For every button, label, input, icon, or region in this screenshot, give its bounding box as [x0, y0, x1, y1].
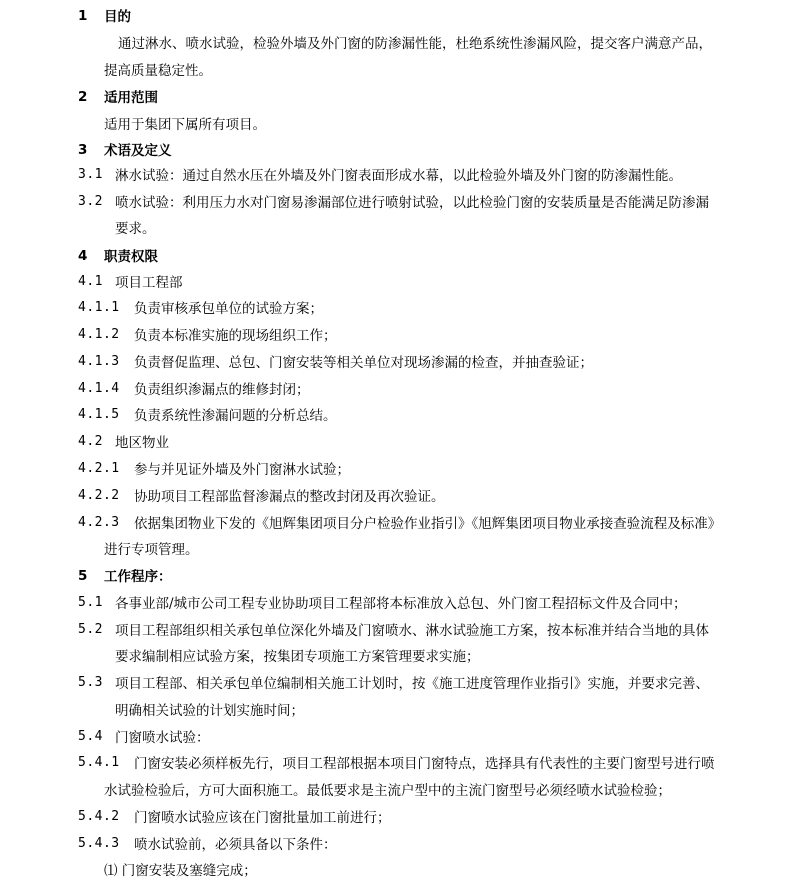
item-number: 3.1 [78, 167, 103, 182]
item-number: 5.2 [78, 622, 103, 637]
section-title: 目的 [104, 9, 131, 25]
item-number: 5.3 [78, 675, 103, 690]
item-text: 依据集团物业下发的《旭辉集团项目分户检验作业指引》《旭辉集团项目物业承接查验流程及标准》 [134, 516, 722, 532]
item-number: 5.4.3 [78, 836, 120, 851]
section-number: 4 [78, 248, 88, 264]
item-text-continued: 进行专项管理。 [104, 542, 199, 558]
item-number: 5.1 [78, 595, 103, 610]
item-text-continued: 要求编制相应试验方案，按集团专项施工方案管理要求实施； [115, 649, 480, 665]
item-text-continued: 水试验检验后，方可大面积施工。最低要求是主流户型中的主流门窗型号必须经喷水试验检验； [104, 783, 671, 799]
item-text: 门窗安装必须样板先行，项目工程部根据本项目门窗特点，选择具有代表性的主要门窗型号进行喷 [134, 756, 715, 772]
item-number: 4.2.3 [78, 515, 120, 530]
section-title: 工作程序： [104, 569, 172, 585]
item-text: 喷水试验前，必须具备以下条件： [134, 837, 337, 853]
item-number: 4.2.2 [78, 488, 120, 503]
item-text: 项目工程部组织相关承包单位深化外墙及门窗喷水、淋水试验施工方案，按本标准并结合当地的具体 [115, 623, 709, 639]
item-text: 喷水试验：利用压力水对门窗易渗漏部位进行喷射试验，以此检验门窗的安装质量是否能满足防渗漏 [115, 195, 709, 211]
item-text: 门窗喷水试验应该在门窗批量加工前进行； [134, 810, 391, 826]
item-text-continued: 要求。 [115, 221, 156, 237]
section-number: 2 [78, 89, 88, 105]
section-number: 5 [78, 568, 88, 584]
item-text: 负责组织渗漏点的维修封闭； [134, 382, 310, 398]
section-number: 1 [78, 8, 88, 24]
item-number: 5.4.2 [78, 809, 120, 824]
item-text: 淋水试验：通过自然水压在外墙及外门窗表面形成水幕，以此检验外墙及外门窗的防渗漏性能。 [115, 168, 682, 184]
item-text: 参与并见证外墙及外门窗淋水试验； [134, 462, 350, 478]
item-number: 5.4 [78, 729, 103, 744]
item-text: 负责审核承包单位的试验方案； [134, 301, 323, 317]
item-number: 5.4.1 [78, 755, 120, 770]
item-number: 4.1 [78, 274, 103, 289]
item-number: 4.1.1 [78, 300, 120, 315]
item-text: 负责督促监理、总包、门窗安装等相关单位对现场渗漏的检查，并抽查验证； [134, 355, 593, 371]
paragraph-line: 适用于集团下属所有项目。 [104, 117, 266, 133]
item-text: 协助项目工程部监督渗漏点的整改封闭及再次验证。 [134, 489, 445, 505]
section-number: 3 [78, 142, 88, 158]
item-text: 项目工程部 [115, 275, 183, 291]
item-text: 负责系统性渗漏问题的分析总结。 [134, 408, 337, 424]
item-number: 4.1.4 [78, 381, 120, 396]
item-number: 4.2 [78, 434, 103, 449]
section-title: 术语及定义 [104, 143, 172, 159]
item-text: 项目工程部、相关承包单位编制相关施工计划时，按《施工进度管理作业指引》实施，并要求完善、 [115, 676, 709, 692]
item-number: 4.1.2 [78, 327, 120, 342]
paragraph-line: 通过淋水、喷水试验，检验外墙及外门窗的防渗漏性能，杜绝系统性渗漏风险，提交客户满意产品， [118, 36, 712, 52]
paragraph-line: 提高质量稳定性。 [104, 63, 212, 79]
section-title: 职责权限 [104, 249, 158, 265]
item-text: 门窗喷水试验： [115, 730, 210, 746]
item-number: 4.2.1 [78, 461, 120, 476]
item-text: 负责本标准实施的现场组织工作； [134, 328, 337, 344]
item-text-continued: 明确相关试验的计划实施时间； [115, 703, 304, 719]
item-text: 地区物业 [115, 435, 169, 451]
condition-item: ⑴ 门窗安装及塞缝完成； [104, 863, 257, 879]
item-number: 4.1.3 [78, 354, 120, 369]
item-text: 各事业部/城市公司工程专业协助项目工程部将本标准放入总包、外门窗工程招标文件及合同中； [115, 596, 687, 612]
item-number: 4.1.5 [78, 407, 120, 422]
item-number: 3.2 [78, 194, 103, 209]
section-title: 适用范围 [104, 90, 158, 106]
